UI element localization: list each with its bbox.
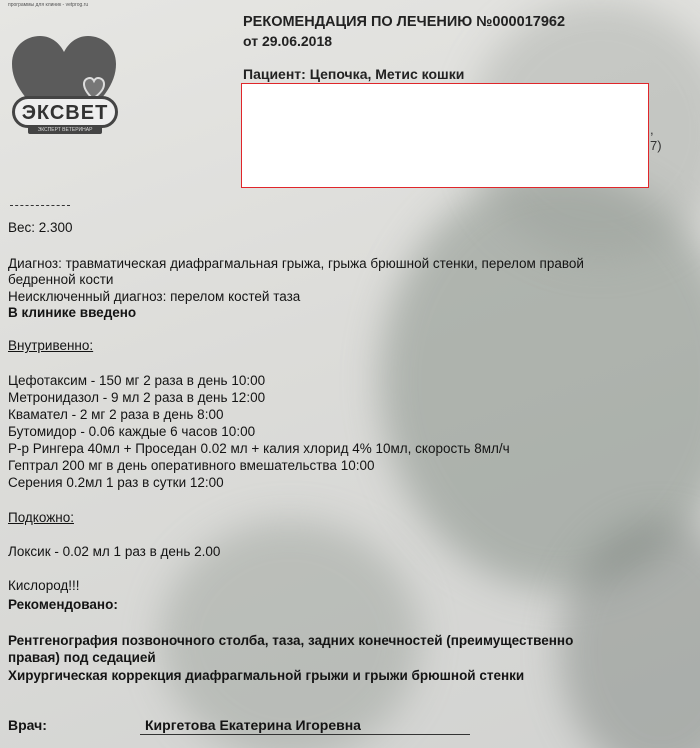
- diagnosis-line: Диагноз: травматическая диафрагмальная грыжа, грыжа брюшной стенки, перелом правой: [8, 256, 584, 271]
- weight-line: Вес: 2.300: [8, 220, 73, 235]
- recommendation-line: Рентгенография позвоночного столба, таза, задних конечностей (преимущественно: [8, 633, 574, 648]
- recommendation-line: Хирургическая коррекция диафрагмальной грыжи и грыжи брюшной стенки: [8, 668, 525, 683]
- divider: [10, 205, 70, 206]
- oxygen-line: Кислород!!!: [8, 578, 80, 593]
- document-date: от 29.06.2018: [243, 33, 333, 49]
- logo-wordmark: ЭКСВЕТ: [12, 96, 118, 128]
- doctor-name: Киргетова Екатерина Игоревна: [145, 717, 361, 733]
- document-title: РЕКОМЕНДАЦИЯ ПО ЛЕЧЕНИЮ №000017962: [243, 14, 566, 30]
- doctor-label: Врач:: [8, 717, 47, 733]
- edge-fragment: 7): [650, 138, 662, 153]
- iv-heading: Внутривенно:: [8, 338, 94, 353]
- iv-item: Серения 0.2мл 1 раз в сутки 12:00: [8, 475, 224, 490]
- edge-fragment: ,: [650, 122, 654, 137]
- iv-item: Цефотаксим - 150 мг 2 раза в день 10:00: [8, 373, 266, 388]
- iv-item: Метронидазол - 9 мл 2 раза в день 12:00: [8, 390, 266, 405]
- iv-item: Бутомидор - 0.06 каждые 6 часов 10:00: [8, 424, 256, 439]
- redaction-box: [241, 83, 649, 188]
- logo-subtitle: ЭКСПЕРТ ВЕТЕРИНАР: [28, 126, 102, 134]
- signature-line: [140, 734, 470, 735]
- clinic-heading: В клинике введено: [8, 305, 137, 320]
- sc-item: Локсик - 0.02 мл 1 раз в день 2.00: [8, 544, 221, 559]
- excluded-diagnosis-line: Неисключенный диагноз: перелом костей таза: [8, 289, 301, 304]
- top-url: программы для клиник - vetprog.ru: [8, 2, 89, 8]
- patient-line: Пациент: Цепочка, Метис кошки: [243, 66, 465, 82]
- iv-item: Р-р Рингера 40мл + Проседан 0.02 мл + калия хлорид 4% 10мл, скорость 8мл/ч: [8, 441, 510, 456]
- iv-item: Квамател - 2 мг 2 раза в день 8:00: [8, 407, 224, 422]
- iv-item: Гептрал 200 мг в день оперативного вмешательства 10:00: [8, 458, 375, 473]
- recommended-heading: Рекомендовано:: [8, 597, 118, 612]
- recommendation-line-cont: правая) под седацией: [8, 650, 156, 665]
- sc-heading: Подкожно:: [8, 510, 74, 525]
- diagnosis-line-cont: бедренной кости: [8, 272, 114, 287]
